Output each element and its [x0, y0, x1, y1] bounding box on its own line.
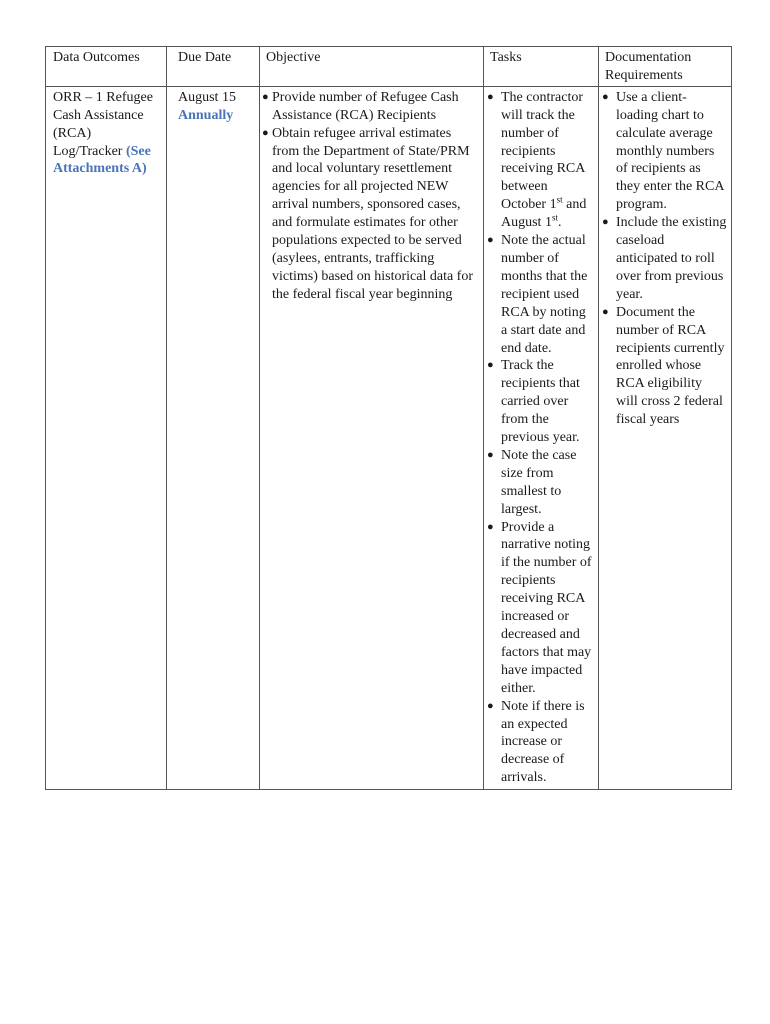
list-item: ● Include the existing caseload anticipated to roll over from previous year. [602, 215, 727, 302]
bullet-icon: ● [262, 126, 269, 139]
list-item: ● Track the recipients that carried over from the previous year. [487, 358, 580, 446]
bullet-icon: ● [602, 90, 609, 103]
objective-list [260, 89, 479, 304]
list-item: ● The contractor will track the number of recipients receiving RCA between October 1st and August 1st. [487, 89, 587, 231]
bullet-icon: ● [487, 520, 494, 533]
documentation-list [599, 89, 727, 429]
bullet-icon: ● [487, 448, 494, 461]
tasks-cell [484, 86, 599, 789]
bullet-icon: ● [487, 699, 494, 712]
bullet-icon: ● [262, 90, 269, 103]
list-item: ● Provide number of Refugee Cash Assistance (RCA) Recipients [262, 89, 459, 123]
bullet-icon: ● [487, 234, 494, 247]
list-item: ● Note the case size from smallest to largest. [487, 447, 577, 517]
data-outcome-text: ORR – 1 Refugee Cash Assistance (RCA) Log/Tracker [53, 89, 153, 159]
list-item: ● Document the number of RCA recipients currently enrolled whose RCA eligibility will cross 2 federal fiscal years [602, 304, 725, 428]
tasks-list [484, 89, 594, 787]
bullet-icon: ● [487, 359, 494, 372]
table-row [46, 86, 732, 789]
attachments-link[interactable]: (See Attachments A) [53, 143, 151, 177]
list-item: ● Note if there is an expected increase or decrease of arrivals. [487, 698, 585, 786]
documentation-cell [599, 86, 732, 789]
header-due-date: Due Date [167, 47, 260, 87]
header-objective: Objective [260, 47, 484, 87]
table-header-row [46, 47, 732, 87]
due-date-cell [167, 86, 260, 789]
header-data-outcomes: Data Outcomes [46, 47, 167, 87]
list-item: ● Note the actual number of months that the recipient used RCA by noting a start date and end date. [487, 233, 588, 356]
bullet-icon: ● [487, 90, 494, 103]
due-frequency: Annually [178, 107, 234, 123]
header-tasks: Tasks [484, 47, 599, 87]
header-documentation-requirements: Documentation Requirements [599, 47, 732, 87]
list-item: ● Obtain refugee arrival estimates from the Department of State/PRM and local voluntary resettlement agencies for all projected NEW arrival numbers, sponsored cases, and formulate estimates for other populations expected to be served (asylees, entrants, trafficking victims) based on historical data for the federal fiscal year beginning [262, 125, 473, 302]
data-outcomes-table [45, 46, 732, 790]
list-item: ● Provide a narrative noting if the number of recipients receiving RCA increased or decreased and factors that may have impacted either. [487, 519, 592, 696]
bullet-icon: ● [602, 216, 609, 229]
due-date-text: August 15 [178, 89, 236, 105]
objective-cell [260, 86, 484, 789]
list-item: ● Use a client-loading chart to calculate average monthly numbers of recipients as they enter the RCA program. [602, 89, 724, 213]
bullet-icon: ● [602, 305, 609, 318]
data-outcome-cell [46, 86, 167, 789]
